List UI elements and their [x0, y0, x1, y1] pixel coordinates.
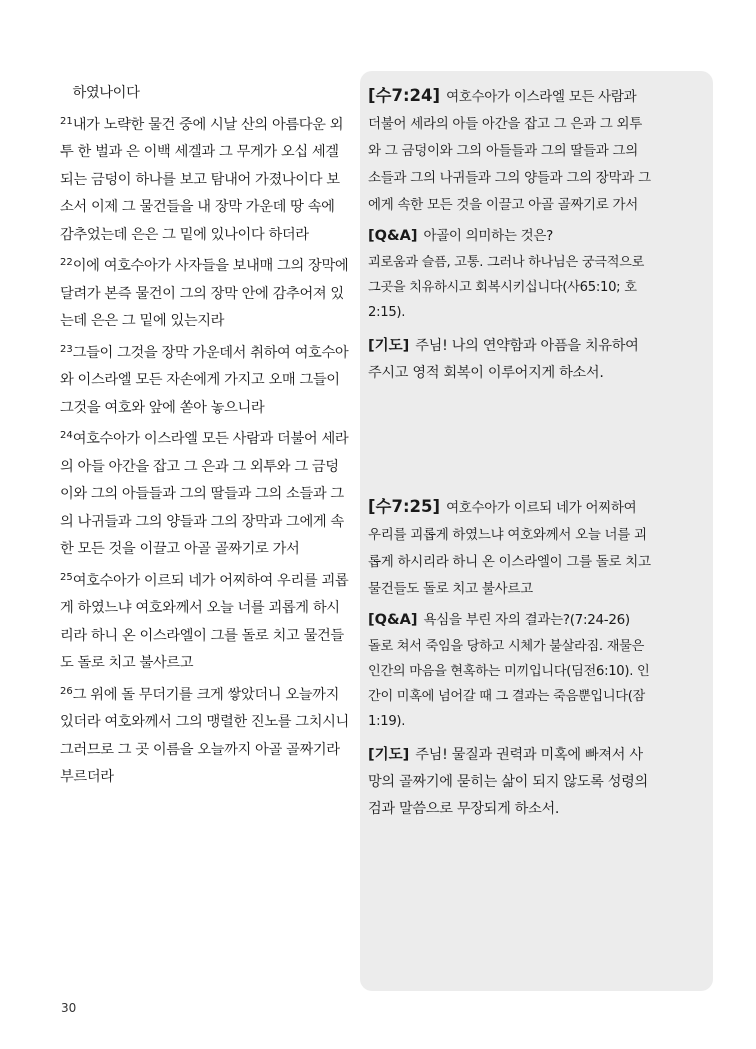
qa-question-block	[368, 607, 652, 634]
reference-block	[368, 493, 652, 603]
verse-number: 24	[60, 430, 73, 441]
commentary-section-2	[368, 493, 652, 823]
commentary-section-1	[368, 82, 652, 387]
qa-answer: 돌로 쳐서 죽임을 당하고 시체가 불살라짐. 재물은 인간의 마음을 현혹하는 미끼입니다(딤전6:10). 인간이 미혹에 넘어갈 때 그 결과는 죽음뿐입니다(잠1:19).	[368, 639, 650, 729]
qa-question: 욕심을 부린 자의 결과는?(7:24-26)	[423, 612, 630, 628]
verse-23	[60, 336, 350, 423]
prayer-block	[368, 333, 652, 387]
verse-text: 여호수아가 이르되 네가 어찌하여 우리를 괴롭게 하였느냐 여호와께서 오늘 너를 괴롭게 하시리라 하니 온 이스라엘이 그를 돌로 치고 물건들도 돌로 치고 불사르고	[60, 572, 349, 671]
verse-number: 26	[60, 685, 73, 697]
verse-text: 여호수아가 이스라엘 모든 사람과 더불어 세라의 아들 아간을 잡고 그 은과 그 외투와 그 금덩이와 그의 아들들과 그의 딸들과 그의 소들과 그의 나귀들과 그의 양들과 그의 장막과 그에게 속한 모든 것을 이끌고 아골 골짜기로 가서	[60, 431, 349, 557]
verse-text: 이에 여호수아가 사자들을 보내매 그의 장막에 달려가 본즉 물건이 그의 장막 안에 감추어져 있는데 은은 그 밑에 있는지라	[60, 258, 349, 329]
verse-text: 그 위에 돌 무더기를 크게 쌓았더니 오늘까지 있더라 여호와께서 그의 맹렬한 진노를 그치시니 그러므로 그 곳 이름을 오늘까지 아골 골짜기라 부르더라	[60, 686, 349, 785]
prayer-text: 주님! 나의 연약함과 아픔을 치유하여 주시고 영적 회복이 이루어지게 하소서.	[368, 338, 639, 381]
verse-25	[60, 564, 350, 678]
page-number: 30	[61, 1001, 77, 1015]
verse-number: 23	[60, 343, 73, 355]
verse-26	[60, 678, 350, 792]
verse-text: 그들이 그것을 장막 가운데서 취하여 여호수아와 이스라엘 모든 자손에게 가지고 오매 그들이 그것을 여호와 앞에 쏟아 놓으니라	[60, 344, 349, 416]
qa-label: [Q&A]	[368, 228, 418, 244]
prayer-label: [기도]	[368, 747, 410, 763]
verse-22	[60, 249, 350, 336]
reference-label: [수7:24]	[368, 86, 441, 105]
verse-24	[60, 422, 350, 564]
verse-number: 22	[60, 257, 73, 268]
prayer-text: 주님! 물질과 권력과 미혹에 빠져서 사망의 골짜기에 묻히는 삶이 되지 않도록 성령의 검과 말씀으로 무장되게 하소서.	[368, 747, 648, 817]
verse-number: 21	[60, 115, 73, 127]
verse-number: 25	[60, 571, 73, 583]
prayer-block	[368, 742, 652, 823]
qa-question: 아골이 의미하는 것은?	[423, 228, 553, 244]
verse-text: 내가 노략한 물건 중에 시날 산의 아름다운 외투 한 벌과 은 이백 세겔과 그 무게가 오십 세겔 되는 금덩이 하나를 보고 탐내어 가졌나이다 보소서 이제 그 물건들을 내 장막 가운데 땅 속에 감추었는데 은은 그 밑에 있나이다 하더라	[60, 116, 344, 243]
prayer-label: [기도]	[368, 338, 410, 354]
qa-answer: 괴로움과 슬픔, 고통. 그러나 하나님은 궁극적으로 그곳을 치유하시고 회복시키십니다(사65:10; 호2:15).	[368, 255, 645, 320]
qa-question-block	[368, 223, 652, 250]
verse-intro: 하였나이다	[72, 85, 140, 101]
reference-block	[368, 82, 652, 219]
scripture-column	[60, 80, 350, 792]
verse-21	[60, 108, 350, 250]
qa-label: [Q&A]	[368, 612, 418, 628]
reference-text: 여호수아가 이스라엘 모든 사람과 더불어 세라의 아들 아간을 잡고 그 은과 그 외투와 그 금덩이와 그의 아들들과 그의 딸들과 그의 소들과 그의 나귀들과 그의 양들과 그의 장막과 그에게 속한 모든 것을 이끌고 아골 골짜기로 가서	[368, 89, 651, 213]
reference-text: 여호수아가 이르되 네가 어찌하여 우리를 괴롭게 하였느냐 여호와께서 오늘 너를 괴롭게 하시리라 하니 온 이스라엘이 그를 돌로 치고 물건들도 돌로 치고 불사르고	[368, 500, 651, 597]
reference-label: [수7:25]	[368, 497, 441, 516]
